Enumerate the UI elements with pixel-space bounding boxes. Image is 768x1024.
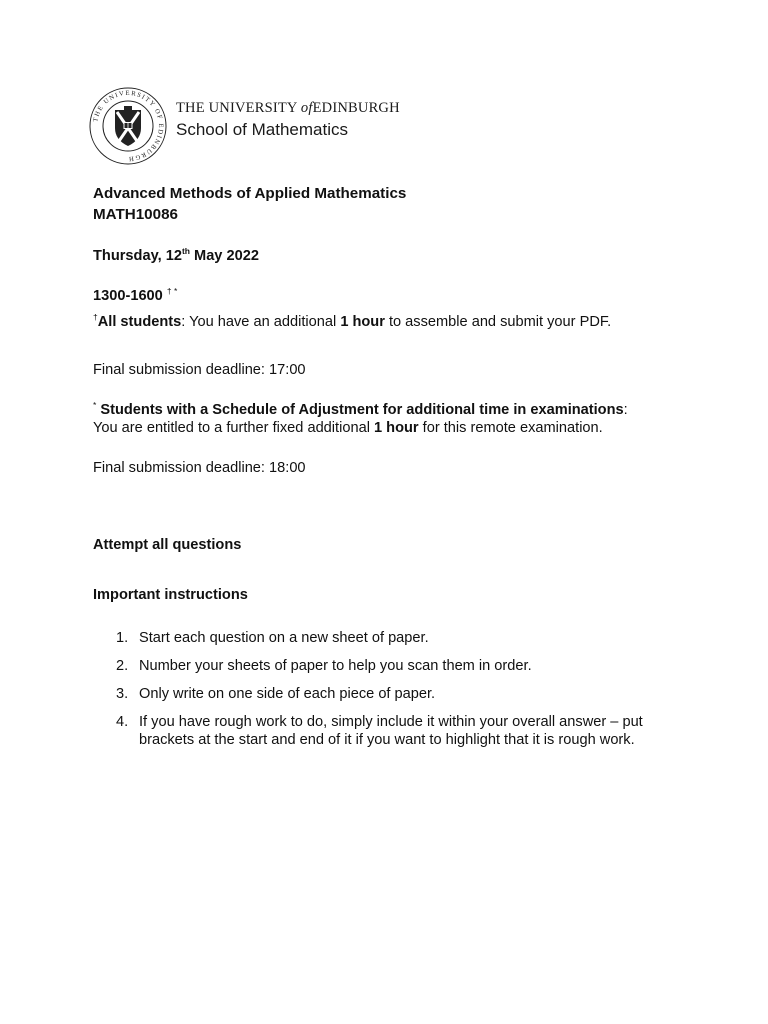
university-prefix: THE UNIVERSITY bbox=[176, 100, 298, 116]
date-prefix: Thursday, 12 bbox=[93, 248, 182, 264]
course-title: Advanced Methods of Applied Mathematics bbox=[93, 185, 407, 202]
deadline-all-students: Final submission deadline: 17:00 bbox=[93, 362, 306, 378]
list-item-text: Start each question on a new sheet of paper. bbox=[139, 630, 429, 646]
university-name bbox=[176, 100, 400, 117]
soa-text-2: for this remote examination. bbox=[418, 420, 603, 436]
list-item-number: 2. bbox=[116, 658, 129, 674]
course-code: MATH10086 bbox=[93, 206, 178, 223]
school-name: School of Mathematics bbox=[176, 120, 348, 139]
list-item-number: 4. bbox=[116, 714, 129, 730]
list-item-text: Number your sheets of paper to help you scan them in order. bbox=[139, 658, 532, 674]
university-of: of bbox=[300, 100, 313, 116]
note-all-students bbox=[93, 313, 693, 331]
attempt-all-heading: Attempt all questions bbox=[93, 537, 242, 553]
list-item bbox=[116, 657, 696, 675]
soa-bold: 1 hour bbox=[374, 420, 419, 436]
list-item-text: If you have rough work to do, simply include it within your overall answer – put brackets at the start and end of it if you want to highlight that it is rough work. bbox=[139, 714, 643, 748]
list-item bbox=[116, 685, 696, 703]
seal-icon bbox=[88, 86, 168, 166]
note-schedule-of-adjustment bbox=[93, 401, 693, 437]
list-item bbox=[116, 713, 696, 749]
list-item-text: Only write on one side of each piece of paper. bbox=[139, 686, 436, 702]
exam-time bbox=[93, 287, 693, 305]
list-item-number: 3. bbox=[116, 686, 129, 702]
time-marks: † * bbox=[166, 286, 178, 296]
all-students-text-2: to assemble and submit your PDF. bbox=[384, 314, 612, 330]
all-students-label: All students bbox=[97, 314, 182, 330]
dagger-mark: † bbox=[93, 312, 98, 322]
soa-text-1: You are entitled to a further fixed additional bbox=[93, 420, 374, 436]
date-superscript: th bbox=[181, 246, 190, 256]
all-students-bold: 1 hour bbox=[340, 314, 385, 330]
instructions-list bbox=[116, 629, 696, 759]
university-seal-logo bbox=[88, 86, 168, 166]
list-item-number: 1. bbox=[116, 630, 129, 646]
important-instructions-heading: Important instructions bbox=[93, 587, 248, 603]
soa-label: Students with a Schedule of Adjustment for additional time in examinations bbox=[96, 402, 624, 418]
date-suffix: May 2022 bbox=[189, 248, 259, 264]
exam-date bbox=[93, 247, 693, 265]
soa-colon: : bbox=[623, 402, 628, 418]
asterisk-mark: * bbox=[93, 400, 97, 410]
seal-text: THE UNIVERSITY OF EDINBURGH bbox=[92, 89, 165, 163]
time-range: 1300-1600 bbox=[93, 288, 167, 304]
deadline-soa-students: Final submission deadline: 18:00 bbox=[93, 460, 306, 476]
institution-header bbox=[176, 100, 400, 141]
all-students-text-1: : You have an additional bbox=[181, 314, 341, 330]
list-item bbox=[116, 629, 696, 647]
university-suffix: EDINBURGH bbox=[312, 100, 400, 116]
